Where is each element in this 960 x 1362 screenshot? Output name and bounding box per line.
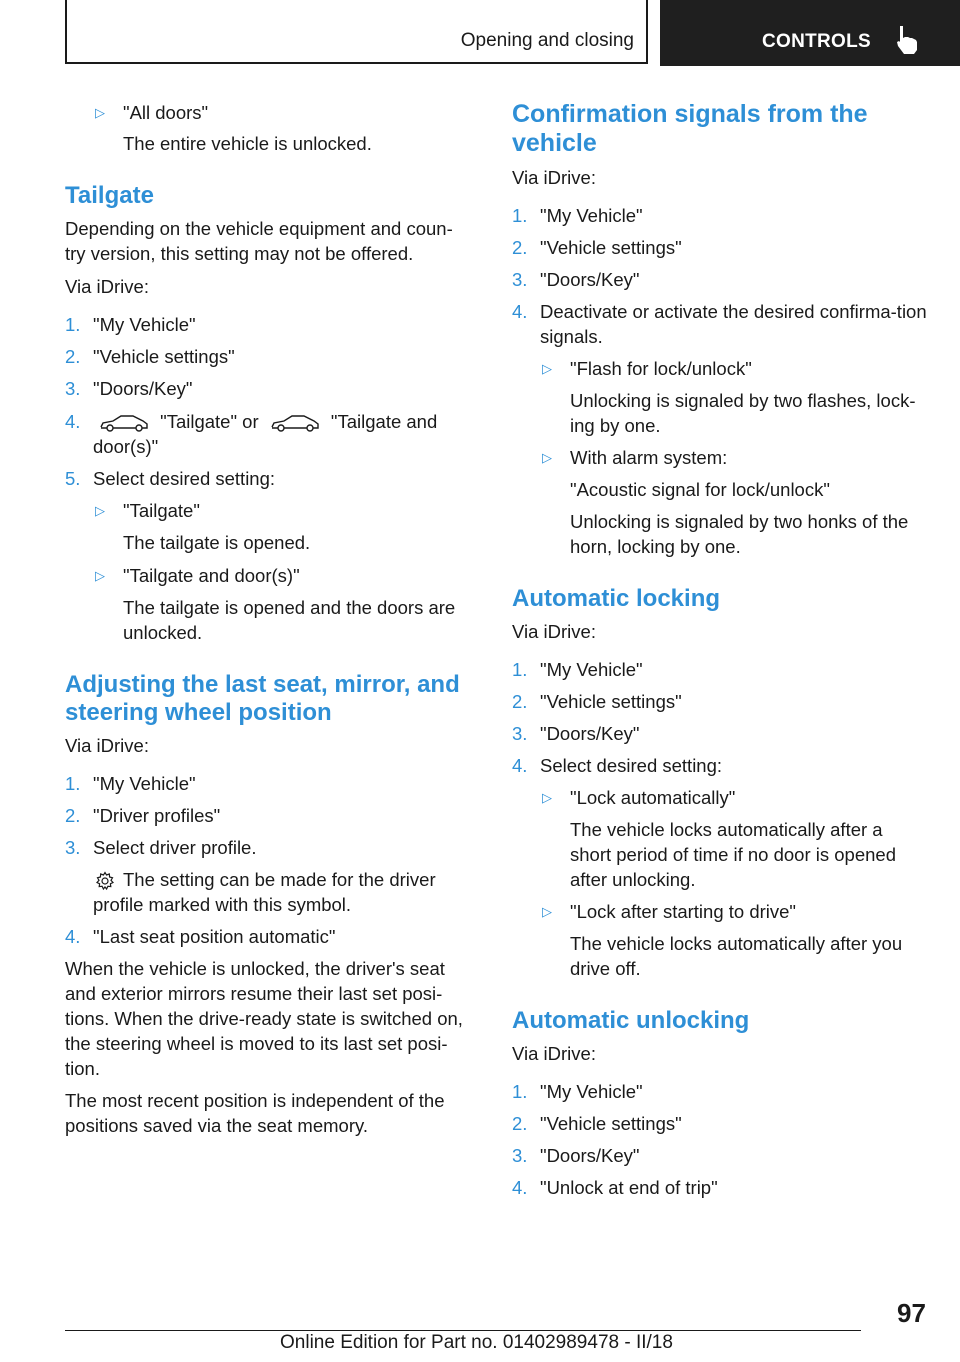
triangle-bullet-icon: ▷ [542,450,552,465]
heading-automatic-unlocking: Automatic unlocking [512,1007,750,1034]
pointing-hand-icon [894,24,920,56]
list-item: 3. "Doors/Key" [512,723,640,744]
page-number: 97 [897,1298,926,1328]
via-idrive-label: Via iDrive: [65,276,149,297]
list-item: ▷ "Tailgate" [95,500,200,521]
list-item: 2. "Vehicle settings" [512,1113,682,1134]
list-item: 5. Select desired setting: [65,468,276,489]
list-item: 1. "My Vehicle" [512,1081,643,1102]
heading-confirmation: Confirmation signals from the vehicle [512,100,868,157]
list-item: 1. "My Vehicle" [512,659,643,680]
footer-divider [65,1330,861,1331]
list-item: 4. "Last seat position automatic" [65,926,336,947]
triangle-bullet-icon: ▷ [95,105,105,120]
heading-tailgate: Tailgate [65,182,154,209]
footer-edition: Online Edition for Part no. 01402989478 - II/18 [280,1332,673,1353]
section-title: Opening and closing [460,30,634,51]
list-item: ▷ "All doors" [95,102,209,123]
left-column: ▷ "All doors" The entire vehicle is unlocked. Tailgate Depending on the vehicle equipment and coun-try version, this setting may not be offered. Via iDrive: 1. "My Vehicle" 2. "Vehicle settings" 3. "Doors/Key" 4. "Tailgate" or "Tailgate and door(s)" 5. Select desired setting: ▷ "Tailgate" The tailgate is opened. ▷ "Tailgate and door(s)" The tailgate is opened and the doors are unlocked. Adjusting the last seat, mirror, and steering wheel position Via iDrive: 1. "My Vehicle" 2. "Driver profiles" 3. Select driver profile. The setting can be made for the driver profile marked with this symbol. 4. "Last seat position automatic" When the vehicle is unlocked, the driver's seat and exterior mirrors resume their last set posi-tions. When the drive-ready state is switched on, the steering wheel is moved to its last set posi-tion. The most recent position is independent of the positions saved via the seat memory. [65,100,470,1138]
heading-adjusting: Adjusting the last seat, mirror, and steering wheel position [65,671,460,726]
list-item: 3. "Doors/Key" [512,1145,640,1166]
list-item: 3. Select driver profile. [65,837,257,858]
via-idrive-label: Via iDrive: [512,167,596,188]
list-item: 4. Select desired setting: [512,755,723,776]
list-item: 2. "Driver profiles" [65,805,221,826]
paragraph: When the vehicle is unlocked, the driver's seat and exterior mirrors resume their last set posi-tions. When the drive-ready state is switched on, the steering wheel is moved to its last set posi-tion. [65,958,463,1079]
heading-automatic-locking: Automatic locking [512,585,721,612]
list-item: 4. "Tailgate" or "Tailgate and door(s)" [65,411,438,457]
via-idrive-label: Via iDrive: [512,621,596,642]
list-item: ▷ "Lock after starting to drive" [542,901,796,922]
header-chapter-box [660,0,960,66]
triangle-bullet-icon: ▷ [95,568,105,583]
list-item: ▷ "Lock automatically" [542,787,736,808]
list-item: 2. "Vehicle settings" [512,691,682,712]
paragraph: Depending on the vehicle equipment and coun-try version, this setting may not be offered. [65,218,453,264]
car-tailgate-icon [99,413,149,433]
list-item: ▷ With alarm system: [542,447,728,468]
header-section-box [65,0,648,64]
list-item: 1. "My Vehicle" [65,314,196,335]
gear-icon [95,871,115,891]
triangle-bullet-icon: ▷ [95,503,105,518]
via-idrive-label: Via iDrive: [512,1043,596,1064]
note: The setting can be made for the driver profile marked with this symbol. [93,869,436,915]
right-column: Confirmation signals from the vehicle Via iDrive: 1. "My Vehicle" 2. "Vehicle settings" 3. "Doors/Key" 4. Deactivate or activate the desired confirma-tion signals. ▷ "Flash for lock/unlock" Unlocking is signaled by two flashes, lock-ing by one. ▷ With alarm system: "Acoustic signal for lock/unlock" Unlocking is signaled by two honks of the horn, locking by one. Automatic locking Via iDrive: 1. "My Vehicle" 2. "Vehicle settings" 3. "Doors/Key" 4. Select desired setting: ▷ "Lock automatically" The vehicle locks automatically after a short period of time if no door is opened after unlocking. ▷ "Lock after starting to drive" The vehicle locks automatically after you drive off. Automatic unlocking Via iDrive: 1. "My Vehicle" 2. "Vehicle settings" 3. "Doors/Key" 4. "Unlock at end of trip" [512,100,932,1200]
list-item: 3. "Doors/Key" [512,269,640,290]
list-item: 4. Deactivate or activate the desired confirma-tion signals. [512,301,927,347]
list-item: 2. "Vehicle settings" [65,346,235,367]
triangle-bullet-icon: ▷ [542,361,552,376]
list-item: 2. "Vehicle settings" [512,237,682,258]
list-item: ▷ "Tailgate and door(s)" [95,565,300,586]
list-item: 1. "My Vehicle" [65,773,196,794]
car-doors-icon [270,413,320,433]
list-item: 4. "Unlock at end of trip" [512,1177,718,1198]
via-idrive-label: Via iDrive: [65,735,149,756]
triangle-bullet-icon: ▷ [542,904,552,919]
list-item: 1. "My Vehicle" [512,205,643,226]
list-item: 3. "Doors/Key" [65,378,193,399]
chapter-title: CONTROLS [762,31,872,52]
paragraph: The most recent position is independent of the positions saved via the seat memory. [65,1090,445,1136]
triangle-bullet-icon: ▷ [542,790,552,805]
list-item: ▷ "Flash for lock/unlock" [542,358,752,379]
